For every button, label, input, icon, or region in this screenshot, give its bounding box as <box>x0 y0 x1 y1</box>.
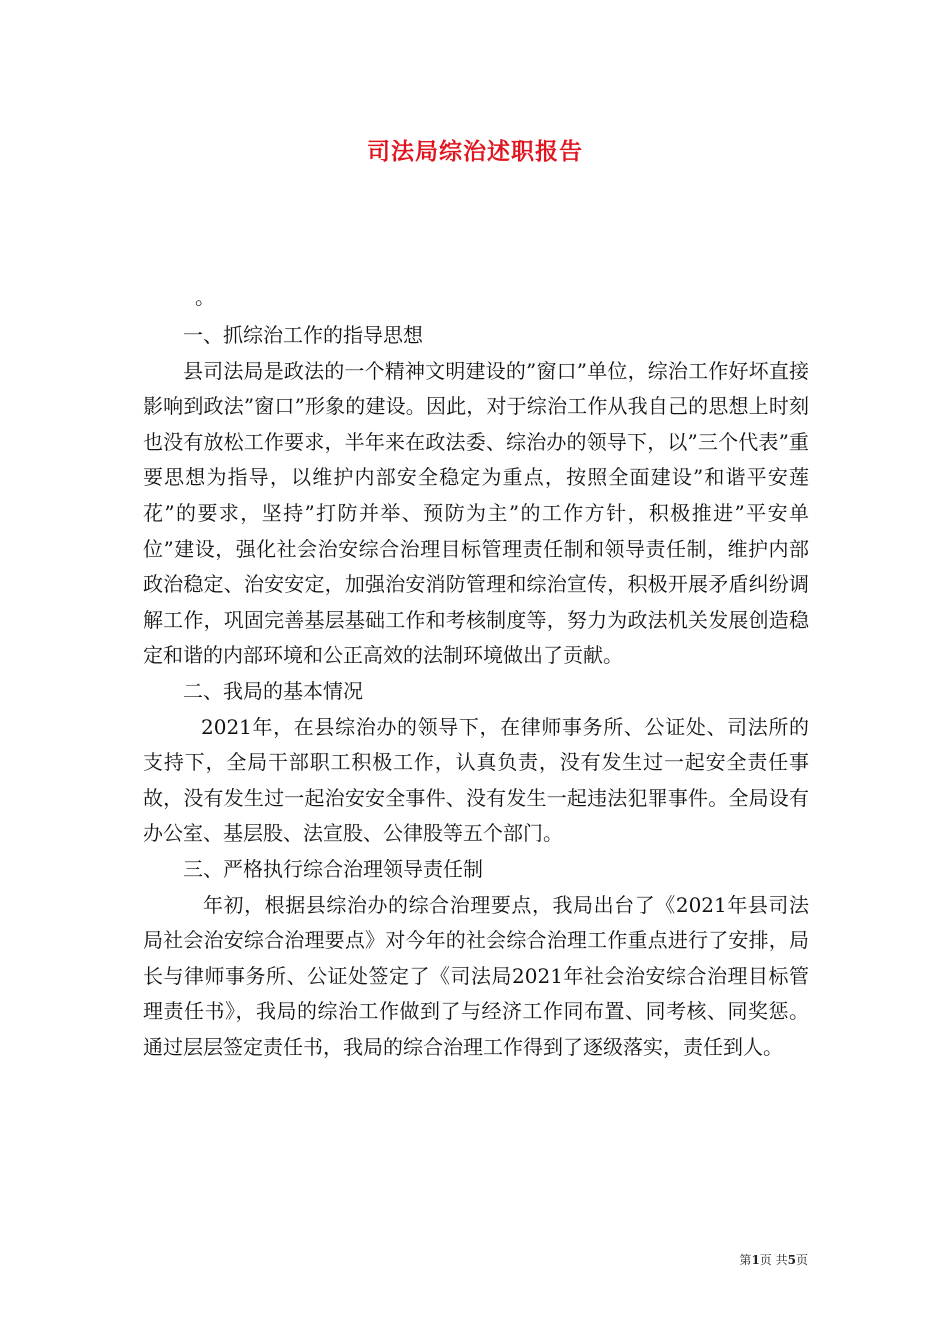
footer-middle: 页 共 <box>759 1253 788 1267</box>
paragraph-responsibility-system: 年初，根据县综治办的综合治理要点，我局出台了《2021年县司法局社会治安综合治理要点》对今年的社会综合治理工作重点进行了安排，局长与律师事务所、公证处签定了《司法局2021年社会治安综合治理目标管理责任书》，我局的综治工作做到了与经济工作同布置、同考核、同奖惩。通过层层签定责任书，我局的综合治理工作得到了逐级落实，责任到人。 <box>143 892 809 1059</box>
footer-total-pages: 5 <box>787 1253 796 1267</box>
footer-current-page: 1 <box>751 1253 760 1267</box>
footer-suffix: 页 <box>795 1253 808 1267</box>
section-heading-1: 一、抓综治工作的指导思想 <box>183 323 423 347</box>
document-title: 司法局综治述职报告 <box>367 138 583 165</box>
document-body <box>143 282 809 1065</box>
paragraph-basic-situation: 2021年，在县综治办的领导下，在律师事务所、公证处、司法所的支持下，全局干部职工积极工作，认真负责，没有发生过一起安全责任事故，没有发生过一起治安安全事件、没有发生一起违法犯罪事件。全局设有办公室、基层股、法宣股、公律股等五个部门。 <box>143 714 809 846</box>
footer-prefix: 第 <box>739 1253 752 1267</box>
leading-punctuation: 。 <box>195 285 215 309</box>
page-number-footer <box>700 1251 808 1268</box>
section-heading-2: 二、我局的基本情况 <box>183 678 363 703</box>
paragraph-guiding-thought: 县司法局是政法的一个精神文明建设的”窗口”单位，综治工作好坏直接影响到政法”窗口”形象的建设。因此，对于综治工作从我自己的思想上时刻也没有放松工作要求，半年来在政法委、综治办的领导下，以”三个代表”重要思想为指导，以维护内部安全稳定为重点，按照全面建设”和谐平安莲花”的要求，坚持”打防并举、预防为主”的工作方针，积极推进”平安单位”建设，强化社会治安综合治理目标管理责任制和领导责任制，维护内部政治稳定、治安安定，加强治安消防管理和综治宣传，积极开展矛盾纠纷调解工作，巩固完善基层基础工作和考核制度等，努力为政法机关发展创造稳定和谐的内部环境和公正高效的法制环境做出了贡献。 <box>143 358 809 668</box>
section-heading-3: 三、严格执行综合治理领导责任制 <box>183 856 483 881</box>
